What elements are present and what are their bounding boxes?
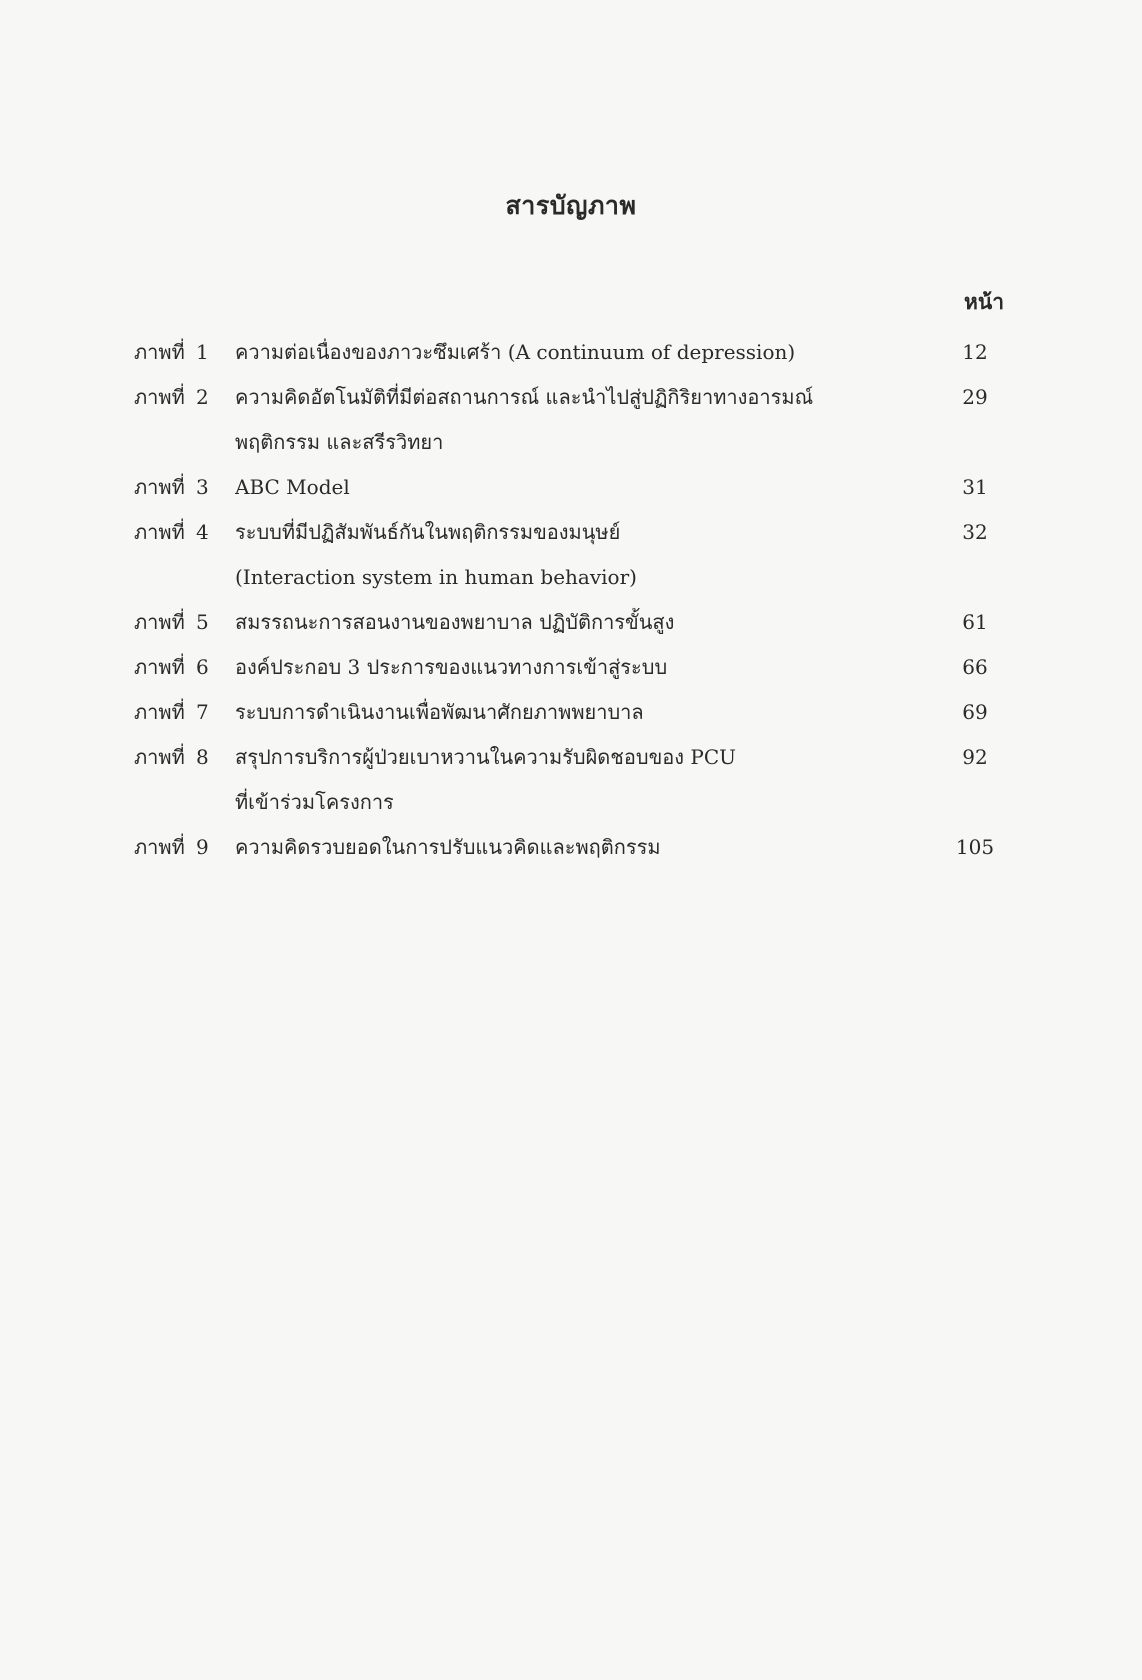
page-column-header: หน้า: [964, 289, 1004, 314]
figure-list-item: [0, 600, 1142, 645]
figure-page-number: 92: [962, 745, 988, 769]
figure-page-number: 69: [962, 700, 988, 724]
figure-number: 3: [196, 475, 209, 499]
figure-label: ภาพที่: [134, 340, 185, 364]
figure-caption: (Interaction system in human behavior): [235, 565, 637, 589]
figure-caption: สมรรถนะการสอนงานของพยาบาล ปฏิบัติการขั้นสูง: [235, 610, 675, 634]
figure-list-item: [0, 465, 1142, 510]
figure-caption: ที่เข้าร่วมโครงการ: [235, 790, 394, 814]
figure-label: ภาพที่: [134, 520, 185, 544]
figure-page-number: 66: [962, 655, 988, 679]
figure-list-item: [0, 330, 1142, 375]
figure-label: ภาพที่: [134, 610, 185, 634]
figure-list-item: [0, 825, 1142, 870]
figure-caption: ABC Model: [235, 475, 350, 499]
figure-label: ภาพที่: [134, 655, 185, 679]
figure-caption: ระบบที่มีปฏิสัมพันธ์กันในพฤติกรรมของมนุษย์: [235, 520, 621, 544]
figure-caption: ระบบการดำเนินงานเพื่อพัฒนาศักยภาพพยาบาล: [235, 700, 644, 724]
figure-caption: ความคิดอัตโนมัติที่มีต่อสถานการณ์ และนำไปสู่ปฏิกิริยาทางอารมณ์: [235, 385, 814, 409]
figure-list-item: [0, 735, 1142, 780]
figure-label: ภาพที่: [134, 700, 185, 724]
figure-caption: สรุปการบริการผู้ป่วยเบาหวานในความรับผิดชอบของ PCU: [235, 745, 736, 769]
figure-label: ภาพที่: [134, 475, 185, 499]
figure-number: 1: [196, 340, 209, 364]
figure-page-number: 29: [962, 385, 988, 409]
figure-list-item: [0, 510, 1142, 555]
figure-number: 2: [196, 385, 209, 409]
figure-number: 5: [196, 610, 209, 634]
figure-number: 6: [196, 655, 209, 679]
figure-label: ภาพที่: [134, 385, 185, 409]
figure-list-item-continuation: [0, 780, 1142, 825]
figure-list-item: [0, 645, 1142, 690]
figure-list-item-continuation: [0, 555, 1142, 600]
figure-number: 7: [196, 700, 209, 724]
figure-list-item: [0, 690, 1142, 735]
figure-page-number: 105: [955, 835, 995, 859]
figure-list-item: [0, 375, 1142, 420]
figure-number: 4: [196, 520, 209, 544]
figure-caption: ความต่อเนื่องของภาวะซึมเศร้า (A continuum of depression): [235, 340, 796, 364]
figure-caption: พฤติกรรม และสรีรวิทยา: [235, 430, 444, 454]
figure-label: ภาพที่: [134, 835, 185, 859]
figure-number: 8: [196, 745, 209, 769]
figure-page-number: 12: [962, 340, 988, 364]
figure-page-number: 32: [962, 520, 988, 544]
page-title: สารบัญภาพ: [505, 191, 637, 220]
figure-label: ภาพที่: [134, 745, 185, 769]
figure-list: [0, 330, 1142, 870]
figure-page-number: 61: [962, 610, 988, 634]
figure-caption: องค์ประกอบ 3 ประการของแนวทางการเข้าสู่ระบบ: [235, 655, 668, 679]
figure-page-number: 31: [962, 475, 988, 499]
figure-number: 9: [196, 835, 209, 859]
figure-caption: ความคิดรวบยอดในการปรับแนวคิดและพฤติกรรม: [235, 835, 661, 859]
figure-list-item-continuation: [0, 420, 1142, 465]
